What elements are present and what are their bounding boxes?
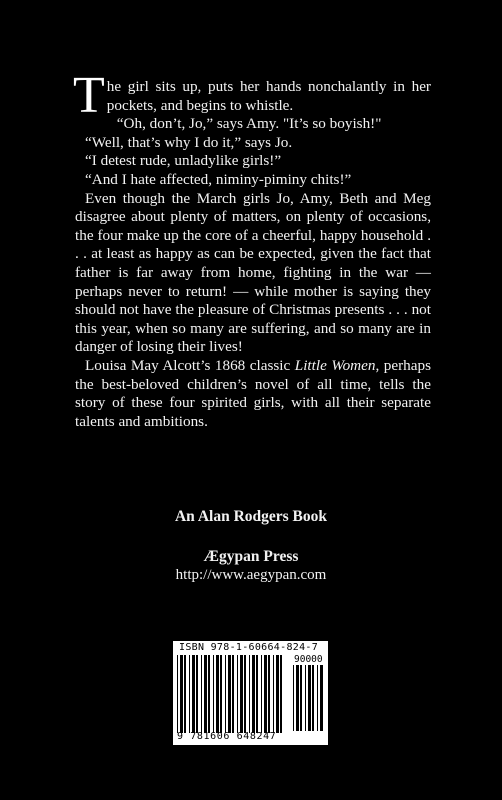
blurb-text: he girl sits up, puts her hands nonchalantly in her pockets, and begins to whistle. [106, 78, 431, 114]
blurb-paragraph: “And I hate affected, niminy-piminy chits!” [85, 170, 352, 188]
book-title: Little Women [294, 356, 376, 374]
blurb-paragraph [75, 357, 431, 431]
isbn-barcode [173, 641, 328, 745]
isbn-label: ISBN 978-1-60664-824-7 [179, 642, 319, 653]
price-code: 90000 [294, 654, 323, 665]
blurb-paragraph: “I detest rude, unladylike girls!” [85, 152, 282, 170]
barcode-digits: 9 781606 648247 [177, 731, 277, 742]
addon-barcode-bars [293, 665, 325, 731]
imprint-credit: An Alan Rodgers Book [174, 508, 328, 525]
back-cover-blurb [73, 67, 432, 431]
barcode-bars [177, 655, 287, 733]
drop-cap: T [73, 67, 105, 124]
blurb-text: Louisa May Alcott’s 1868 classic [85, 356, 295, 374]
blurb-paragraph: Even though the March girls Jo, Amy, Beth and Meg disagree about plenty of matters, on plenty of occasions, the four make up the core of a cheerful, happy household . . . at least as happy as can be expected, given the fact that father is far away from home, fighting in the war — perhaps never to return! — while mother is saying they should not have the pleasure of Christmas presents . . . not this year, when so many are suffering, and so many are in danger of losing their lives! [75, 189, 431, 356]
blurb-text: , perhaps the best-beloved children’s novel of all time, tells the story of these four spirited girls, with all their separate talents and ambitions. [75, 356, 432, 430]
blurb-paragraph: “Oh, don’t, Jo,” says Amy. "It’s so boyish!" [116, 115, 382, 133]
publisher-name: Ægypan Press [203, 548, 299, 565]
publisher-url: http://www.aegypan.com [175, 567, 327, 583]
blurb-paragraph: “Well, that’s why I do it,” says Jo. [85, 133, 293, 151]
